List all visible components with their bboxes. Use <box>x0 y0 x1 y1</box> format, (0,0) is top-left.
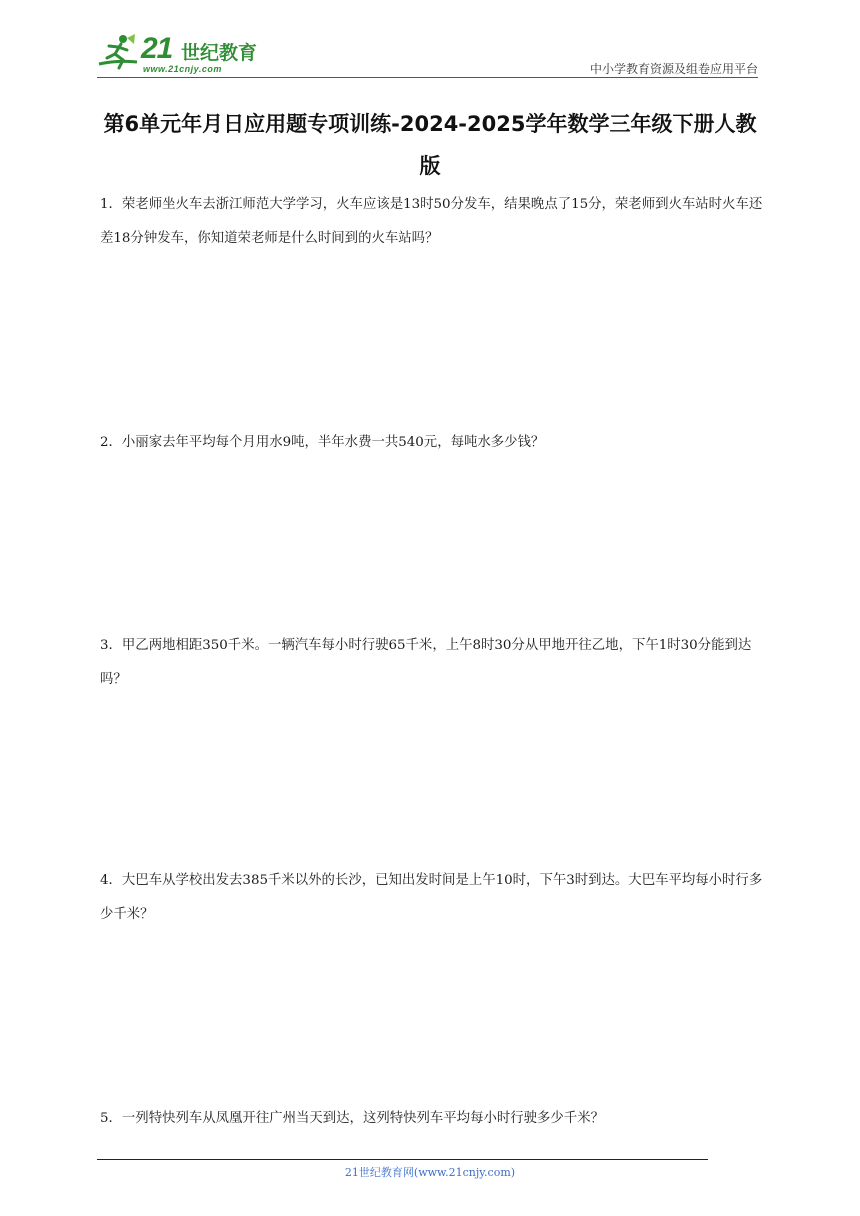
logo-url: www.21cnjy.com <box>143 64 222 74</box>
footer-divider <box>97 1159 708 1160</box>
brand-logo <box>97 30 267 76</box>
logo-brand-text: 世纪教育 <box>181 42 258 64</box>
runner-icon <box>97 30 141 76</box>
question-5: 5．一列特快列车从凤凰开往广州当天到达，这列特快列车平均每小时行驶多少千米？ <box>100 1111 604 1126</box>
logo-number: 21 <box>141 32 173 65</box>
page-header <box>97 30 758 78</box>
question-4: 4．大巴车从学校出发去385千米以外的长沙，已知出发时间是上午10时，下午3时到达。大巴车平均每小时行多少千米？ <box>100 873 763 922</box>
page-title: 第6单元年月日应用题专项训练-2024-2025学年数学三年级下册人教版 <box>103 112 757 178</box>
footer-link[interactable]: 21世纪教育网(www.21cnjy.com) <box>344 1166 516 1179</box>
header-divider <box>97 77 758 78</box>
question-2: 2．小丽家去年平均每个月用水9吨，半年水费一共540元，每吨水多少钱？ <box>100 435 545 450</box>
header-tagline: 中小学教育资源及组卷应用平台 <box>589 62 758 76</box>
question-1: 1．荣老师坐火车去浙江师范大学学习，火车应该是13时50分发车，结果晚点了15分，荣老师到火车站时火车还差18分钟发车，你知道荣老师是什么时间到的火车站吗？ <box>100 197 763 246</box>
question-3: 3．甲乙两地相距350千米。一辆汽车每小时行驶65千米，上午8时30分从甲地开往乙地，下午1时30分能到达吗？ <box>100 638 752 687</box>
